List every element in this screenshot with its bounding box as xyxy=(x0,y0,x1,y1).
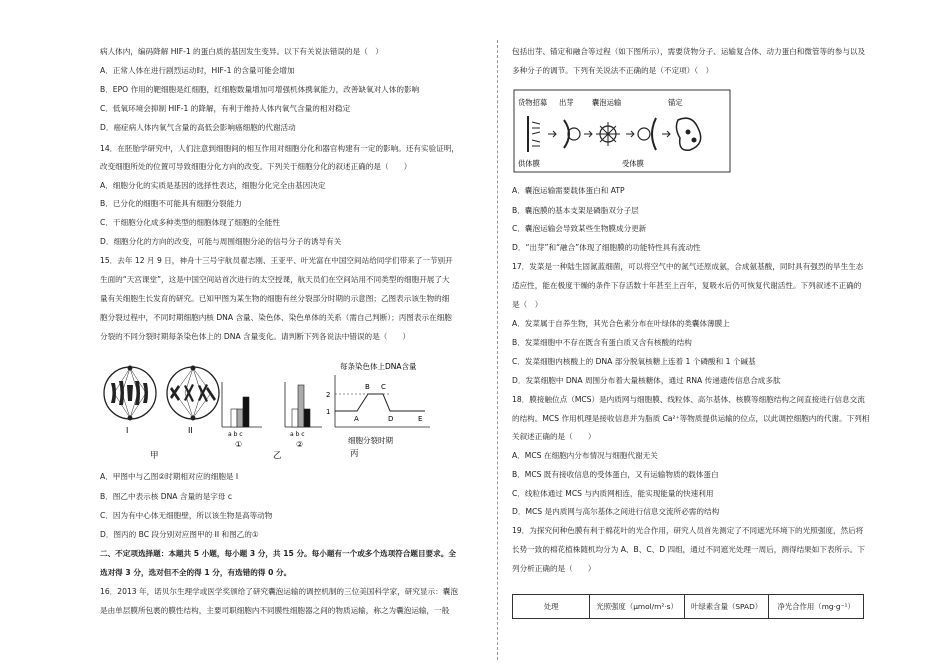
table-header-row xyxy=(513,595,864,619)
q18-option-d: D．MCS 是内质网与高尔基体之间进行信息交流所必需的结构 xyxy=(512,507,720,516)
figure-yi-label: 乙 xyxy=(273,451,282,461)
q18-stem-line2: 的结构。MCS 作用机理是接收信息并为脂质 Ca²⁺等物质提供运输的位点，以此调控细胞内的代谢。下列相 xyxy=(512,414,870,423)
intro-option-b: B．EPO 作用的靶细胞是红细胞，红细胞数量增加可增强机体携氧能力，改善缺氧对人体的影响 xyxy=(100,85,420,94)
bing-y-tick-2: 2 xyxy=(326,391,331,399)
q15-option-c: C．因为有中心体无细胞壁，所以该生物是高等动物 xyxy=(100,511,273,520)
yi-chart-1 xyxy=(222,382,262,427)
q17-option-b: B．发菜细胞中不存在既含有蛋白质又含有核酸的结构 xyxy=(512,338,692,347)
q16-option-d: D．“出芽”和“融合”体现了细胞膜的功能特性具有流动性 xyxy=(512,243,701,252)
table-header-cell: 叶绿素含量（SPAD） xyxy=(684,595,768,619)
q18-option-a: A．MCS 在细胞内分布情况与细胞代谢无关 xyxy=(512,451,658,460)
q17-stem-line1: 17．发菜是一种陆生固氮蓝细菌，可以将空气中的氮气还原成氨，合成氨基酸，同时具有强烈的旱生生态 xyxy=(512,262,864,271)
figure-bing-label: 丙 xyxy=(350,449,359,459)
yi-chart-1-abc: a b c xyxy=(228,431,243,438)
q15-stem-line3: 量有关细胞生长发育的研究。已知甲图为某生物的细胞有丝分裂部分时期的示意图；乙图表示该生物的细 xyxy=(100,294,450,303)
vesicle-label-bud: 出芽 xyxy=(559,98,574,107)
q15-option-d: D．图丙的 BC 段分别对应图甲的 II 和图乙的① xyxy=(100,530,259,539)
cell-ii-diagram xyxy=(167,366,219,421)
bing-point-e: E xyxy=(418,415,423,423)
yi-chart-1-label: ① xyxy=(235,440,243,449)
bing-y-tick-1: 1 xyxy=(326,408,331,416)
q17-option-a: A．发菜属于自养生物，其光合色素分布在叶绿体的类囊体薄膜上 xyxy=(512,319,730,328)
q16-stem-line4: 多种分子的调节。下列有关说法不正确的是（不定项）（ ） xyxy=(512,66,714,75)
q14-option-b: B．已分化的细胞不可能具有细胞分裂能力 xyxy=(100,199,242,208)
section2-heading-line2: 选对得 3 分，选对但不全的得 1 分，有选错的得 0 分。 xyxy=(100,568,292,577)
q19-stem-line1: 19．为探究何种色膜有利于棉花叶的光合作用，研究人员首先测定了不同遮光环境下的光照强度，然后将 xyxy=(512,526,864,535)
q18-option-b: B．MCS 既有接收信息的受体蛋白，又有运输物质的载体蛋白 xyxy=(512,470,719,479)
section2-heading-line1: 二、不定项选择题：本题共 5 小题，每小题 3 分，共 15 分。每小题有一个或多个选项符合题目要求。全 xyxy=(100,549,456,558)
cell-i-diagram xyxy=(104,366,156,421)
intro-option-c: C．低氧环境会抑制 HIF-1 的降解，有利于维持人体内氧气含量的相对稳定 xyxy=(100,104,351,113)
q15-option-b: B．图乙中表示核 DNA 含量的是字母 c xyxy=(100,492,233,501)
q17-stem-line3: 是（ ） xyxy=(512,300,543,309)
q15-stem-line5: 分裂的不同分裂时期每条染色体上的 DNA 含量变化。请判断下列各说法中错误的是（ ） xyxy=(100,332,411,341)
intro-option-d: D．癌症病人体内氧气含量的高低会影响癌细胞的代谢活动 xyxy=(100,123,296,132)
vesicle-label-donor: 供体膜 xyxy=(518,159,540,168)
yi-chart-2 xyxy=(285,382,322,427)
intro-stem: 病人体内，编码降解 HIF-1 的蛋白质的基因发生变异。以下有关说法错误的是（ ） xyxy=(100,47,383,56)
q18-stem-line1: 18．膜接触位点（MCS）是内质网与细胞膜、线粒体、高尔基体、核膜等细胞结构之间直接进行信息交流 xyxy=(512,395,865,404)
vesicle-label-tether: 锚定 xyxy=(668,98,683,107)
bing-point-b: B xyxy=(365,383,370,391)
bing-point-c: C xyxy=(381,383,386,391)
q15-stem-line2: 生面的“天宫课堂”，这是中国空间站首次进行的太空授课，航天员们在空间站用不同类型的细胞开展了大 xyxy=(100,275,450,284)
intro-option-a: A．正常人体在进行剧烈运动时，HIF-1 的含量可能会增加 xyxy=(100,66,295,75)
q15-figure xyxy=(100,355,485,470)
q14-stem-line2: 改变细胞所处的位置可导致细胞分化方向的改变。下列关于细胞分化的叙述正确的是（ ） xyxy=(100,162,412,171)
q17-option-d: D．发菜细胞中 DNA 周围分布着大量核糖体，通过 RNA 传递遗传信息合成多肽 xyxy=(512,376,781,385)
q15-stem-line4: 胞分裂过程中，不同时期细胞内核 DNA 含量、染色体、染色单体的关系（需自己判断）；丙图表示在细胞 xyxy=(100,313,452,322)
cell-ii-label: II xyxy=(188,426,193,435)
q16-option-c: C．囊泡运输会导致某些生物膜成分更新 xyxy=(512,224,647,233)
q15-option-a: A．甲图中与乙图②时期相对应的细胞是 I xyxy=(100,472,239,481)
yi-chart-2-abc: a b c xyxy=(290,431,305,438)
vesicle-label-recruit: 货物招募 xyxy=(518,98,548,107)
q19-table xyxy=(512,594,864,619)
bing-chart-title: 每条染色体上DNA含量 xyxy=(340,362,417,371)
q18-stem-line3: 关叙述正确的是（ ） xyxy=(512,432,596,441)
figure-jia-label: 甲 xyxy=(150,451,159,461)
column-divider xyxy=(497,40,498,660)
q15-stem-line1: 15．去年 12 月 9 日，神舟十三号宇航员翟志刚、王亚平、叶光富在中国空间站给同学们带来了一节别开 xyxy=(100,256,453,265)
table-header-cell: 净光合作用（mg·g⁻¹） xyxy=(769,595,864,619)
vesicle-transport-figure xyxy=(512,88,732,174)
yi-chart-2-label: ② xyxy=(296,440,304,449)
q19-stem-line3: 列分析正确的是（ ） xyxy=(512,564,596,573)
q17-option-c: C．发菜细胞内核酸上的 DNA 部分脱氧核糖上连着 1 个磷酸和 1 个碱基 xyxy=(512,357,756,366)
bing-point-d: D xyxy=(388,415,394,423)
q16-option-b: B．囊泡膜的基本支架是磷脂双分子层 xyxy=(512,206,639,215)
q19-stem-line2: 长势一致的棉花植株随机均分为 A、B、C、D 四组，通过不同遮光处理一周后，测得结果如下表所示。下 xyxy=(512,545,865,554)
q14-stem-line1: 14．在胚胎学研究中，人们注意到细胞间的相互作用对细胞分化和器官构建有一定的影响。还有实验证明， xyxy=(100,144,459,153)
vesicle-label-acceptor: 受体膜 xyxy=(622,159,644,168)
cell-i-label: I xyxy=(126,426,129,435)
right-column xyxy=(512,0,896,672)
q16-stem-line1: 16．2013 年，诺贝尔生理学或医学奖颁给了研究囊泡运输的调控机制的三位美国科学家，研究显示：囊泡 xyxy=(100,587,458,596)
q16-stem-line2: 是由单层膜所包裹的膜性结构，主要司职细胞内不同膜性细胞器之间的物质运输，称之为囊泡运输，一般 xyxy=(100,606,450,615)
left-column xyxy=(100,0,485,672)
bing-point-a: A xyxy=(354,415,359,423)
q18-option-c: C．线粒体通过 MCS 与内质网相连，能实现能量的快速利用 xyxy=(512,489,714,498)
bing-x-label: 细胞分裂时期 xyxy=(348,436,393,445)
table-header-cell: 处理 xyxy=(513,595,590,619)
q16-option-a: A．囊泡运输需要载体蛋白和 ATP xyxy=(512,186,625,195)
vesicle-label-transport: 囊泡运输 xyxy=(592,98,622,107)
q14-option-a: A．细胞分化的实质是基因的选择性表达，细胞分化完全由基因决定 xyxy=(100,181,326,190)
table-header-cell: 光照强度（μmol/m²·s） xyxy=(590,595,685,619)
q14-option-c: C．干细胞分化成多种类型的细胞体现了细胞的全能性 xyxy=(100,218,280,227)
q17-stem-line2: 适应性，能在极度干燥的条件下存活数十年甚至上百年，复吸水后仍可恢复代谢活性。下列叙述不正确的 xyxy=(512,281,862,290)
q14-option-d: D．细胞分化的方向的改变，可能与周围细胞分泌的信号分子的诱导有关 xyxy=(100,237,342,246)
q16-stem-line3: 包括出芽、锚定和融合等过程（如下图所示），需要货物分子、运输复合体、动力蛋白和微管等的参与以及 xyxy=(512,47,866,56)
